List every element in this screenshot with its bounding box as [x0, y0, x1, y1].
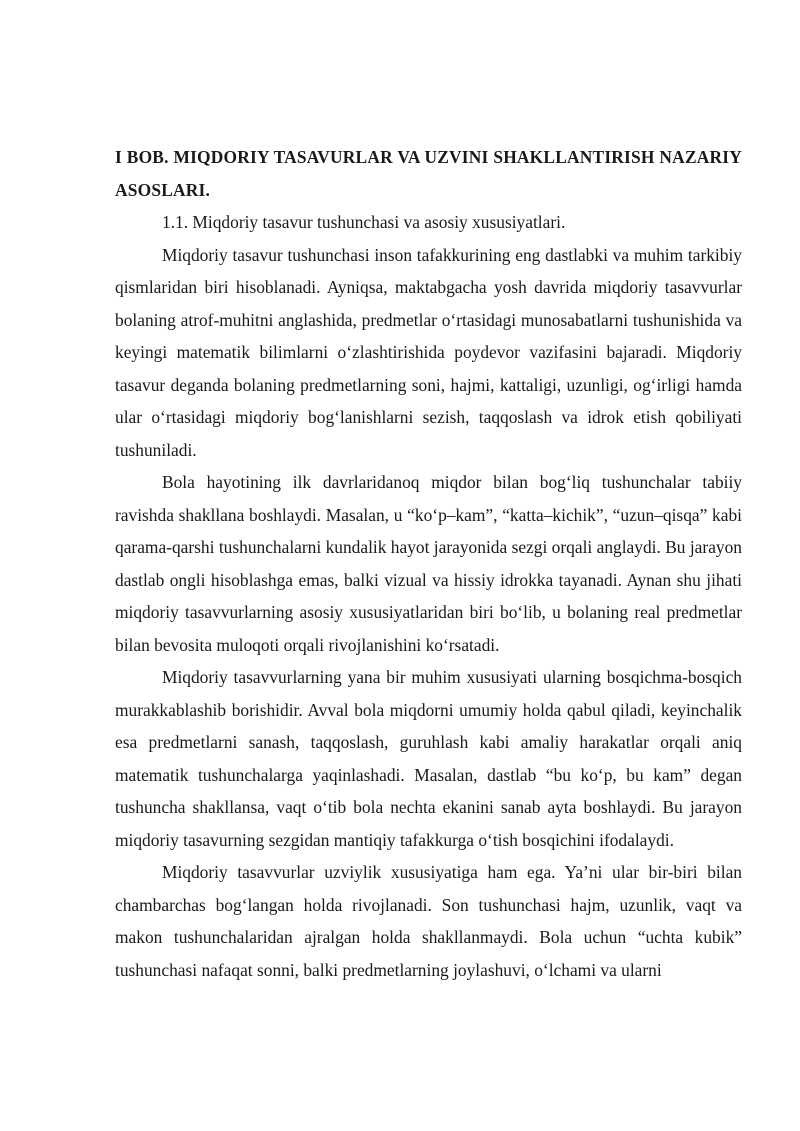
paragraph-2: Bola hayotining ilk davrlaridanoq miqdor bilan bog‘liq tushunchalar tabiiy ravishda shakllana boshlaydi. Masalan, u “ko‘p–kam”, “katta–kichik”, “uzun–qisqa” kabi qarama-qarshi tushunchalarni kundalik hayot jarayonida sezgi orqali anglaydi. Bu jarayon dastlab ongli hisoblashga emas, balki vizual va hissiy idrokka tayanadi. Aynan shu jihati miqdoriy tasavvurlarning asosiy xususiyatlaridan biri bo‘lib, u bolaning real predmetlar bilan bevosita muloqoti orqali rivojlanishini ko‘rsatadi. — [115, 472, 742, 655]
chapter-title: I BOB. MIQDORIY TASAVURLAR VA UZVINI SHAKLLANTIRISH NAZARIY ASOSLARI. — [115, 147, 742, 200]
paragraph-1: Miqdoriy tasavur tushunchasi inson tafakkurining eng dastlabki va muhim tarkibiy qismlaridan biri hisoblanadi. Ayniqsa, maktabgacha yosh davrida miqdoriy tasavvurlar bolaning atrof-muhitni anglashida, predmetlar o‘rtasidagi munosabatlarni tushunishida va keyingi matematik bilimlarni o‘zlashtirishida poydevor vazifasini bajaradi. Miqdoriy tasavur deganda bolaning predmetlarning soni, hajmi, kattaligi, uzunligi, og‘irligi hamda ular o‘rtasidagi miqdoriy bog‘lanishlarni sezish, taqqoslash va idrok etish qobiliyati tushuniladi. — [115, 244, 742, 460]
paragraph-4: Miqdoriy tasavvurlar uzviylik xususiyatiga ham ega. Ya’ni ular bir-biri bilan chambarchas bog‘langan holda rivojlanadi. Son tushunchasi hajm, uzunlik, vaqt va makon tushunchalaridan ajralgan holda shakllanmaydi. Bola uchun “uchta kubik” tushunchasi nafaqat sonni, balki predmetlarning joylashuvi, o‘lchami va ularni — [115, 862, 742, 980]
paragraph-3: Miqdoriy tasavvurlarning yana bir muhim xususiyati ularning bosqichma-bosqich murakkablashib borishidir. Avval bola miqdorni umumiy holda qabul qiladi, keyinchalik esa predmetlarni sanash, taqqoslash, guruhlash kabi amaliy harakatlar orqali aniq matematik tushunchalarga yaqinlashadi. Masalan, dastlab “bu ko‘p, bu kam” degan tushuncha shakllansa, vaqt o‘tib bola nechta ekanini sanab ayta boshlaydi. Bu jarayon miqdoriy tasavurning sezgidan mantiqiy tafakkurga o‘tish bosqichini ifodalaydi. — [115, 667, 742, 850]
document-page — [115, 141, 742, 986]
section-title: 1.1. Miqdoriy tasavur tushunchasi va asosiy xususiyatlari. — [162, 212, 566, 232]
